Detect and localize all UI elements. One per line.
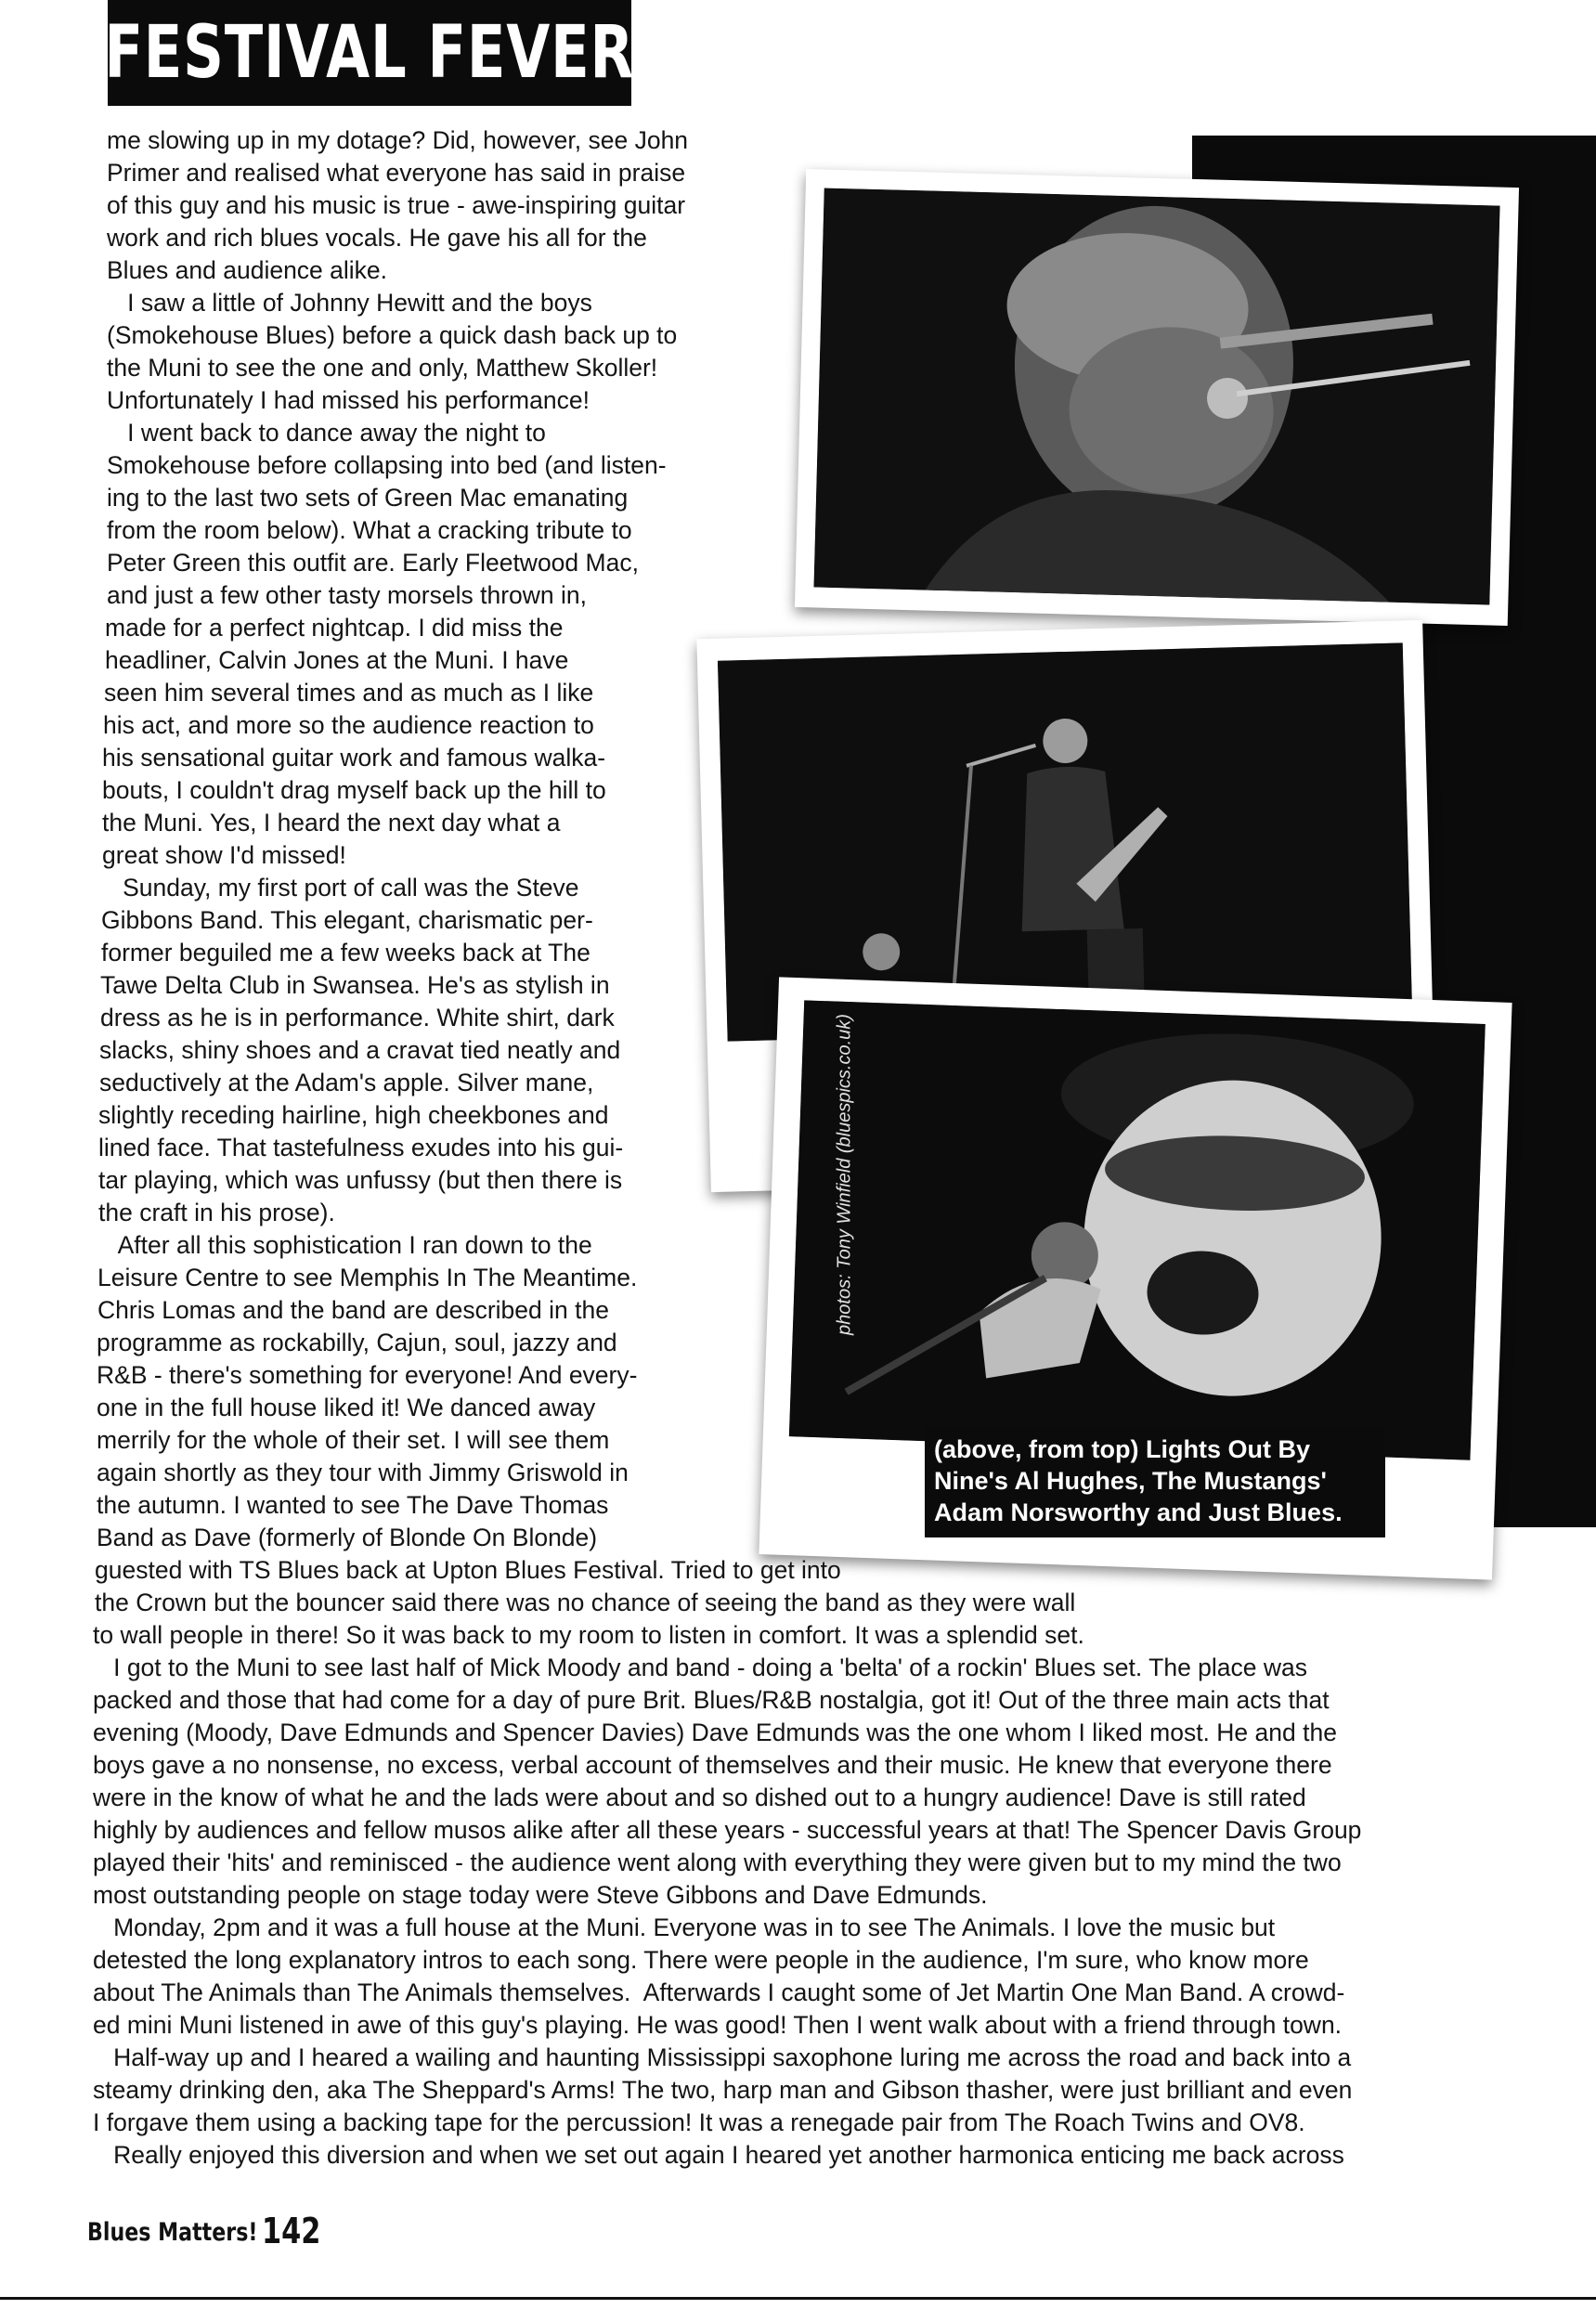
photo-frame-al-hughes — [795, 169, 1519, 626]
body-line: (Smokehouse Blues) before a quick dash back up to — [107, 321, 678, 349]
magazine-name: Blues Matters! — [87, 2218, 258, 2247]
body-line: slightly receding hairline, high cheekbones and — [98, 1101, 609, 1129]
body-line: evening (Moody, Dave Edmunds and Spencer Davies) Dave Edmunds was the one whom I liked most. He and the — [93, 1719, 1337, 1746]
body-line: Really enjoyed this diversion and when we set out again I heared yet another harmonica enticing me back across — [93, 2141, 1344, 2169]
section-header — [104, 0, 635, 106]
body-line: tar playing, which was unfussy (but then there is — [98, 1166, 623, 1194]
body-line: lined face. That tastefulness exudes into his gui- — [98, 1134, 624, 1161]
body-line: ing to the last two sets of Green Mac emanating — [107, 484, 629, 512]
body-line: bouts, I couldn't drag myself back up the hill to — [102, 776, 606, 804]
body-line: the Muni. Yes, I heard the next day what a — [102, 809, 561, 837]
body-line: After all this sophistication I ran down to the — [98, 1231, 592, 1259]
body-line: me slowing up in my dotage? Did, however, see John — [107, 126, 689, 154]
body-line: were in the know of what he and the lads were about and so dished out to a hungry audience! Dave is still rated — [93, 1784, 1306, 1811]
body-line: the Muni to see the one and only, Matthew Skoller! — [107, 354, 658, 382]
body-line: dress as he is in performance. White shirt, dark — [100, 1004, 615, 1031]
body-line: seductively at the Adam's apple. Silver mane, — [99, 1069, 594, 1096]
page-footer — [87, 2211, 321, 2251]
body-line: ed mini Muni listened in awe of this guy's playing. He was good! Then I went walk about with a friend through town. — [93, 2011, 1343, 2039]
caption-line: (above, from top) Lights Out By — [934, 1435, 1310, 1463]
body-line: great show I'd missed! — [102, 841, 346, 869]
body-line: headliner, Calvin Jones at the Muni. I have — [105, 646, 569, 674]
body-line: Band as Dave (formerly of Blonde On Blonde) — [97, 1524, 598, 1551]
photo-al-hughes — [814, 188, 1500, 605]
caption-line: Nine's Al Hughes, The Mustangs' — [934, 1467, 1327, 1495]
body-line: I forgave them using a backing tape for the percussion! It was a renegade pair from The Roach Twins and OV8. — [93, 2108, 1305, 2136]
body-line: Smokehouse before collapsing into bed (and listen- — [107, 451, 667, 479]
body-line: from the room below). What a cracking tribute to — [107, 516, 632, 544]
page-number: 142 — [262, 2211, 321, 2251]
body-line: programme as rockabilly, Cajun, soul, jazzy and — [97, 1329, 617, 1356]
photo-just-blues — [789, 1000, 1486, 1459]
photo-credit: photos: Tony Winfield (bluespics.co.uk) — [834, 1014, 855, 1335]
body-line: I got to the Muni to see last half of Mick Moody and band - doing a 'belta' of a rockin' Blues set. The place was — [93, 1654, 1308, 1681]
footer-rule — [0, 2297, 1596, 2300]
body-line: Tawe Delta Club in Swansea. He's as stylish in — [100, 971, 610, 999]
body-line: Gibbons Band. This elegant, charismatic per- — [101, 906, 593, 934]
body-line: Blues and audience alike. — [107, 256, 388, 284]
body-line: merrily for the whole of their set. I will see them — [97, 1426, 610, 1454]
body-line: Half-way up and I heared a wailing and haunting Mississippi saxophone luring me across the road and back into a — [93, 2043, 1352, 2071]
body-line: Chris Lomas and the band are described in the — [97, 1296, 609, 1324]
body-line: Peter Green this outfit are. Early Fleetwood Mac, — [107, 549, 639, 577]
body-line: played their 'hits' and reminisced - the audience went along with everything they were given but to my mind the two — [93, 1848, 1342, 1876]
body-line: Sunday, my first port of call was the Steve — [102, 874, 579, 902]
body-line: former beguiled me a few weeks back at The — [101, 939, 590, 966]
body-line: of this guy and his music is true - awe-inspiring guitar — [107, 191, 686, 219]
body-line: his sensational guitar work and famous walka- — [102, 744, 606, 772]
body-line: about The Animals than The Animals themselves. Afterwards I caught some of Jet Martin One Man Band. A crowd- — [93, 1978, 1345, 2006]
body-line: Monday, 2pm and it was a full house at the Muni. Everyone was in to see The Animals. I love the music but — [93, 1913, 1276, 1941]
body-line: packed and those that had come for a day of pure Brit. Blues/R&B nostalgia, got it! Out of the three main acts that — [93, 1686, 1330, 1714]
body-line: and just a few other tasty morsels thrown in, — [107, 581, 587, 609]
body-line: Leisure Centre to see Memphis In The Meantime. — [97, 1264, 638, 1291]
caption-line: Adam Norsworthy and Just Blues. — [934, 1498, 1343, 1526]
body-line: made for a perfect nightcap. I did miss the — [105, 614, 564, 642]
body-line: the craft in his prose). — [98, 1199, 335, 1226]
body-line: I went back to dance away the night to — [107, 419, 546, 447]
photo-caption — [925, 1426, 1385, 1537]
body-line: again shortly as they tour with Jimmy Griswold in — [97, 1459, 629, 1486]
body-line: highly by audiences and fellow musos alike after all these years - successful years at that! The Spencer Davis Group — [93, 1816, 1362, 1844]
body-line: Primer and realised what everyone has said in praise — [107, 159, 686, 187]
body-line: Unfortunately I had missed his performance! — [107, 386, 590, 414]
body-line: boys gave a no nonsense, no excess, verbal account of themselves and their music. He knew that everyone there — [93, 1751, 1332, 1779]
body-line: I saw a little of Johnny Hewitt and the boys — [107, 289, 592, 317]
body-line: guested with TS Blues back at Upton Blues Festival. Tried to get into — [95, 1556, 841, 1584]
body-line: seen him several times and as much as I like — [104, 679, 594, 707]
body-line: most outstanding people on stage today were Steve Gibbons and Dave Edmunds. — [93, 1881, 988, 1909]
body-line: one in the full house liked it! We danced away — [97, 1394, 596, 1421]
body-line: slacks, shiny shoes and a cravat tied neatly and — [99, 1036, 621, 1064]
body-line: work and rich blues vocals. He gave his all for the — [107, 224, 647, 252]
body-line: steamy drinking den, aka The Sheppard's Arms! The two, harp man and Gibson thasher, were just brilliant and even — [93, 2076, 1353, 2104]
body-line: detested the long explanatory intros to each song. There were people in the audience, I'm sure, who know more — [93, 1946, 1309, 1974]
section-title: FESTIVAL FEVER — [104, 11, 635, 95]
body-line: his act, and more so the audience reaction to — [103, 711, 594, 739]
body-line: the Crown but the bouncer said there was no chance of seeing the band as they were wall — [95, 1589, 1076, 1616]
body-line: to wall people in there! So it was back to my room to listen in comfort. It was a splendid set. — [93, 1621, 1084, 1649]
body-line: the autumn. I wanted to see The Dave Thomas — [97, 1491, 609, 1519]
body-line: R&B - there's something for everyone! And every- — [97, 1361, 638, 1389]
